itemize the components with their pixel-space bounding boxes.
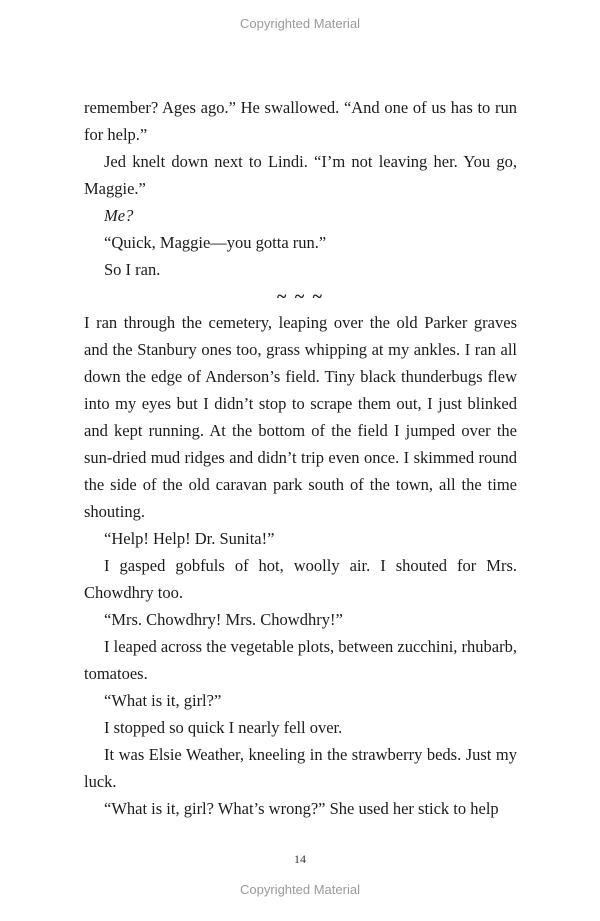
paragraph: I stopped so quick I nearly fell over. (104, 718, 343, 737)
paragraph: “What is it, girl?” (104, 691, 222, 710)
copyright-watermark-top: Copyrighted Material (240, 16, 360, 31)
paragraph: I gasped gobfuls of hot, woolly air. I shouted for Mrs. Chowdhry too. (84, 556, 517, 602)
copyright-watermark-bottom: Copyrighted Material (240, 882, 360, 897)
paragraph: “Mrs. Chowdhry! Mrs. Chowdhry!” (104, 610, 343, 629)
paragraph: “Quick, Maggie—you gotta run.” (104, 233, 327, 252)
paragraph: remember? Ages ago.” He swallowed. “And one of us has to run for help.” (84, 98, 517, 144)
paragraph: “What is it, girl? What’s wrong?” She used her stick to help (104, 799, 499, 818)
text-after-break (84, 309, 517, 822)
page-body (84, 94, 517, 822)
paragraph: So I ran. (104, 260, 161, 279)
page-number: 14 (294, 852, 306, 866)
paragraph: “Help! Help! Dr. Sunita!” (104, 529, 275, 548)
paragraph: Jed knelt down next to Lindi. “I’m not leaving her. You go, Maggie.” (84, 152, 517, 198)
paragraph: Me? (104, 206, 134, 225)
paragraph: I ran through the cemetery, leaping over the old Parker graves and the Stanbury ones too, grass whipping at my ankles. I ran all down the edge of Anderson’s field. Tiny black thunderbugs flew into my eyes but I didn’t stop to scrape them out, I just blinked and kept running. At the bottom of the field I jumped over the sun-dried mud ridges and didn’t trip even once. I skimmed round the side of the old caravan park south of the town, all the time shouting. (84, 313, 517, 521)
text-before-break (84, 94, 517, 283)
section-break: ~ ~ ~ (276, 286, 325, 306)
paragraph: It was Elsie Weather, kneeling in the strawberry beds. Just my luck. (84, 745, 517, 791)
paragraph: I leaped across the vegetable plots, between zucchini, rhubarb, tomatoes. (84, 637, 517, 683)
